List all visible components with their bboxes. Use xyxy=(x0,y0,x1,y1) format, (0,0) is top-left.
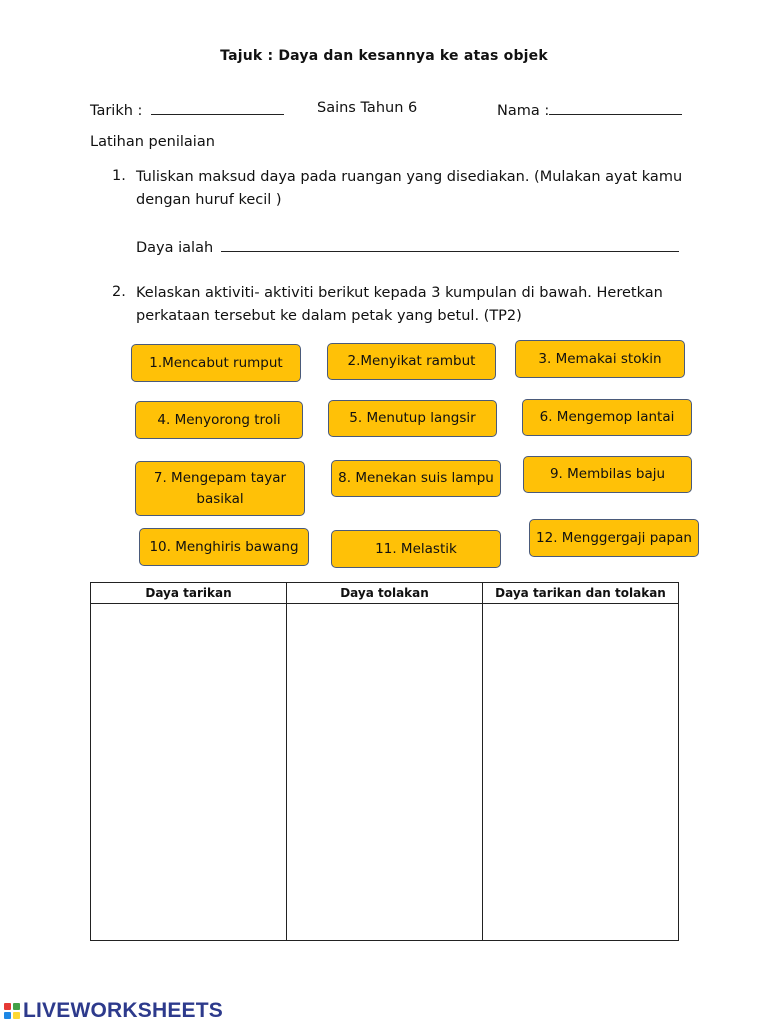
question-1-number: 1. xyxy=(112,168,126,184)
question-1-line-2: dengan huruf kecil ) xyxy=(136,192,282,208)
liveworksheets-logo-icon xyxy=(4,1003,20,1019)
drag-card-11[interactable]: 11. Melastik xyxy=(331,530,501,568)
question-2-number: 2. xyxy=(112,284,126,300)
drop-zone-daya-tarikan[interactable] xyxy=(91,604,287,941)
name-blank xyxy=(549,100,682,115)
drag-card-2[interactable]: 2.Menyikat rambut xyxy=(327,343,496,380)
logo-square-yellow xyxy=(13,1012,20,1019)
section-label: Latihan penilaian xyxy=(90,134,215,150)
date-blank xyxy=(151,100,284,115)
subject-label: Sains Tahun 6 xyxy=(317,100,418,116)
page-title: Tajuk : Daya dan kesannya ke atas objek xyxy=(220,48,548,64)
drag-card-9[interactable]: 9. Membilas baju xyxy=(523,456,692,493)
logo-square-red xyxy=(4,1003,11,1010)
question-1-answer xyxy=(136,237,679,256)
drag-card-7[interactable]: 7. Mengepam tayar basikal xyxy=(135,461,305,516)
date-label: Tarikh : xyxy=(90,103,143,119)
logo-text: LIVEWORKSHEETS xyxy=(23,999,223,1022)
column-daya-tarikan: Daya tarikan xyxy=(91,583,287,604)
answer-input-line[interactable] xyxy=(221,237,679,252)
drop-zone-daya-tarikan-dan-tolakan[interactable] xyxy=(483,604,679,941)
question-1-text xyxy=(136,166,682,212)
drop-zone-daya-tolakan[interactable] xyxy=(287,604,483,941)
sorting-table xyxy=(90,582,679,941)
question-2-line-2: perkataan tersebut ke dalam petak yang betul. (TP2) xyxy=(136,308,522,324)
drag-card-8[interactable]: 8. Menekan suis lampu xyxy=(331,460,501,497)
column-daya-tarikan-dan-tolakan: Daya tarikan dan tolakan xyxy=(483,583,679,604)
name-field xyxy=(497,100,682,119)
drag-card-1[interactable]: 1.Mencabut rumput xyxy=(131,344,301,382)
date-field xyxy=(90,100,284,119)
question-2-text xyxy=(136,282,663,328)
logo-square-blue xyxy=(4,1012,11,1019)
drag-card-5[interactable]: 5. Menutup langsir xyxy=(328,400,497,437)
question-2-line-1: Kelaskan aktiviti- aktiviti berikut kepada 3 kumpulan di bawah. Heretkan xyxy=(136,285,663,301)
column-daya-tolakan: Daya tolakan xyxy=(287,583,483,604)
drag-card-6[interactable]: 6. Mengemop lantai xyxy=(522,399,692,436)
logo-square-green xyxy=(13,1003,20,1010)
table-header-row xyxy=(91,583,679,604)
name-label: Nama : xyxy=(497,103,550,119)
drag-card-4[interactable]: 4. Menyorong troli xyxy=(135,401,303,439)
drop-zone-row xyxy=(91,604,679,941)
drag-card-12[interactable]: 12. Menggergaji papan xyxy=(529,519,699,557)
question-1-line-1: Tuliskan maksud daya pada ruangan yang disediakan. (Mulakan ayat kamu xyxy=(136,169,683,185)
liveworksheets-logo[interactable] xyxy=(4,999,223,1023)
answer-prefix: Daya ialah xyxy=(136,240,214,256)
drag-card-10[interactable]: 10. Menghiris bawang xyxy=(139,528,309,566)
drag-card-3[interactable]: 3. Memakai stokin xyxy=(515,340,685,378)
